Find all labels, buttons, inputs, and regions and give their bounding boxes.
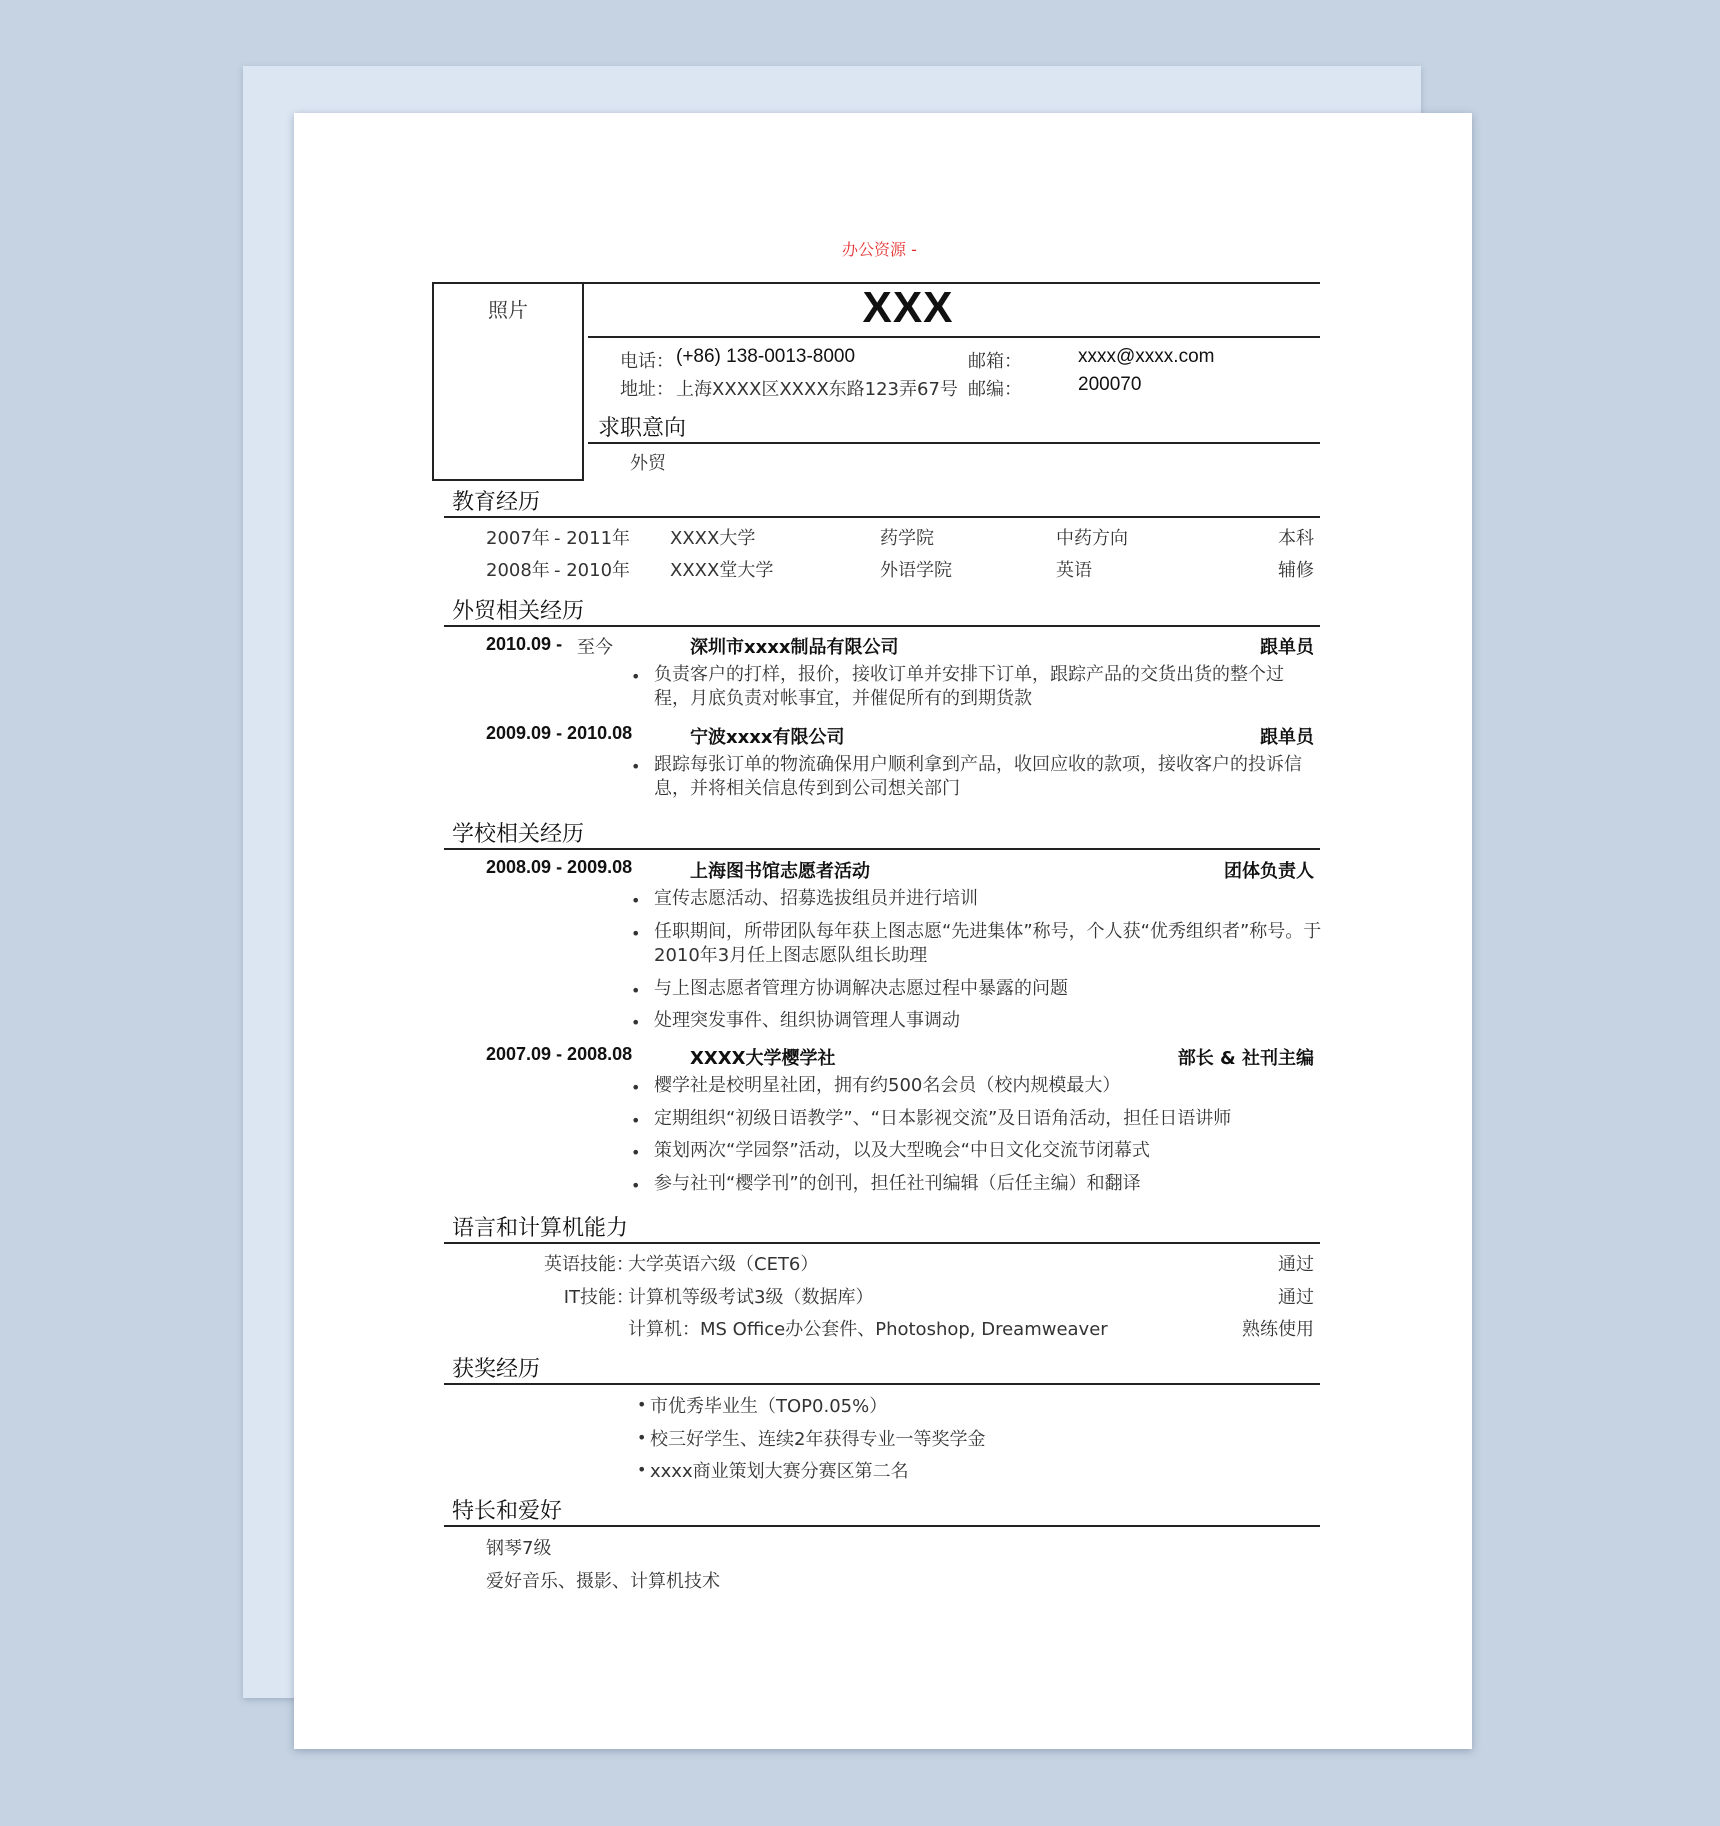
address-label: 地址： <box>620 379 674 400</box>
school-bullet: 策划两次“学园祭”活动，以及大型晚会“中日文化交流节闭幕式 <box>654 1140 1150 1161</box>
objective-value: 外贸 <box>630 453 666 474</box>
trade-title: 外贸相关经历 <box>452 599 585 624</box>
trade-org: 深圳市xxxx制品有限公司 <box>690 637 899 658</box>
bullet-dot: • <box>631 1143 641 1162</box>
awards-title: 获奖经历 <box>452 1357 541 1382</box>
edu-start: 2007年 <box>486 528 550 549</box>
award-item: 校三好学生、连续2年获得专业一等奖学金 <box>650 1429 986 1450</box>
edu-end: - 2010年 <box>554 560 631 581</box>
school-role: 部长 & 社刊主编 <box>1177 1048 1314 1069</box>
bullet-dot: • <box>631 924 641 943</box>
hobby-item: 钢琴7级 <box>486 1538 552 1559</box>
school-bullet: 樱学社是校明星社团，拥有约500名会员（校内规模最大） <box>654 1075 1121 1096</box>
school-org: XXXX大学樱学社 <box>690 1048 836 1069</box>
bullet-dot: • <box>631 1078 641 1097</box>
trade-date-extra: 至今 <box>577 637 613 658</box>
skill-text: 大学英语六级（CET6） <box>628 1254 819 1275</box>
zip-value: 200070 <box>1078 374 1142 395</box>
trade-role: 跟单员 <box>1260 637 1314 658</box>
skill-label: 英语技能： <box>544 1254 634 1275</box>
edu-major: 英语 <box>1056 560 1092 581</box>
school-bullet: 参与社刊“樱学刊”的创刊，担任社刊编辑（后任主编）和翻译 <box>654 1173 1141 1194</box>
edu-start: 2008年 <box>486 560 550 581</box>
trade-org: 宁波xxxx有限公司 <box>690 727 845 748</box>
skill-level: 通过 <box>1278 1287 1314 1308</box>
school-bullet: 处理突发事件、组织协调管理人事调动 <box>654 1010 960 1031</box>
school-role: 团体负责人 <box>1224 861 1314 882</box>
edu-school: XXXX大学 <box>670 528 756 549</box>
school-bullet: 与上图志愿者管理方协调解决志愿过程中暴露的问题 <box>654 978 1068 999</box>
skills-rule <box>444 1242 1320 1244</box>
skill-label: IT技能： <box>563 1287 634 1308</box>
bullet-dot: • <box>631 1111 641 1130</box>
award-item: 市优秀毕业生（TOP0.05%） <box>650 1396 888 1417</box>
skill-text: 计算机：MS Office办公套件、Photoshop, Dreamweaver <box>628 1319 1108 1340</box>
watermark-text: 办公资源 - <box>842 240 917 259</box>
phone-label: 电话： <box>620 351 674 372</box>
education-title: 教育经历 <box>452 490 541 515</box>
email-label: 邮箱： <box>968 351 1022 372</box>
trade-date: 2010.09 - <box>486 634 563 654</box>
bullet-dot: • <box>631 891 641 910</box>
trade-role: 跟单员 <box>1260 727 1314 748</box>
edu-school: XXXX堂大学 <box>670 560 774 581</box>
trade-rule <box>444 625 1320 627</box>
resume-page <box>294 113 1472 1749</box>
edu-major: 中药方向 <box>1056 528 1128 549</box>
bullet-dot: • <box>631 757 641 776</box>
edu-dept: 外语学院 <box>880 560 952 581</box>
candidate-name: XXX <box>862 283 954 332</box>
skill-text: 计算机等级考试3级（数据库） <box>628 1287 874 1308</box>
email-value: xxxx@xxxx.com <box>1078 346 1215 367</box>
school-bullet: 定期组织“初级日语教学”、“日本影视交流”及日语角活动，担任日语讲师 <box>654 1108 1232 1129</box>
skill-level: 通过 <box>1278 1254 1314 1275</box>
trade-date: 2009.09 - 2010.08 <box>486 723 633 743</box>
school-bullet: 宣传志愿活动、招募选拔组员并进行培训 <box>654 888 978 909</box>
skill-level: 熟练使用 <box>1242 1319 1314 1340</box>
bullet-dot: • <box>637 1460 647 1479</box>
edu-dept: 药学院 <box>880 528 934 549</box>
bullet-dot: • <box>631 1176 641 1195</box>
school-org: 上海图书馆志愿者活动 <box>690 861 870 882</box>
trade-bullet: 负责客户的打样，报价，接收订单并安排下订单，跟踪产品的交货出货的整个过程，月底负责对帐事宜，并催促所有的到期货款 <box>654 664 1284 709</box>
phone-value: (+86) 138-0013-8000 <box>676 346 856 367</box>
objective-title: 求职意向 <box>598 416 687 441</box>
objective-rule <box>588 442 1320 444</box>
hobbies-title: 特长和爱好 <box>452 1499 563 1524</box>
photo-label: 照片 <box>488 298 528 322</box>
school-title: 学校相关经历 <box>452 822 585 847</box>
school-bullet: 任职期间，所带团队每年获上图志愿“先进集体”称号，个人获“优秀组织者”称号。于2010年3月任上图志愿队组长助理 <box>654 921 1322 966</box>
bullet-dot: • <box>637 1395 647 1414</box>
bullet-dot: • <box>631 667 641 686</box>
school-rule <box>444 848 1320 850</box>
education-rule <box>444 516 1320 518</box>
school-date: 2008.09 - 2009.08 <box>486 857 633 877</box>
zip-label: 邮编： <box>968 379 1022 400</box>
awards-rule <box>444 1383 1320 1385</box>
award-item: xxxx商业策划大赛分赛区第二名 <box>650 1461 909 1482</box>
hobbies-rule <box>444 1525 1320 1527</box>
bullet-dot: • <box>637 1428 647 1447</box>
trade-bullet: 跟踪每张订单的物流确保用户顺利拿到产品，收回应收的款项，接收客户的投诉信息，并将相关信息传到到公司想关部门 <box>654 754 1302 799</box>
header-rule <box>588 336 1320 338</box>
hobby-item: 爱好音乐、摄影、计算机技术 <box>486 1571 720 1592</box>
school-date: 2007.09 - 2008.08 <box>486 1044 633 1064</box>
edu-degree: 辅修 <box>1278 560 1314 581</box>
skills-title: 语言和计算机能力 <box>452 1216 629 1241</box>
bullet-dot: • <box>631 981 641 1000</box>
edu-degree: 本科 <box>1278 528 1314 549</box>
edu-end: - 2011年 <box>554 528 631 549</box>
address-value: 上海XXXX区XXXX东路123弄67号 <box>676 379 958 400</box>
bullet-dot: • <box>631 1013 641 1032</box>
